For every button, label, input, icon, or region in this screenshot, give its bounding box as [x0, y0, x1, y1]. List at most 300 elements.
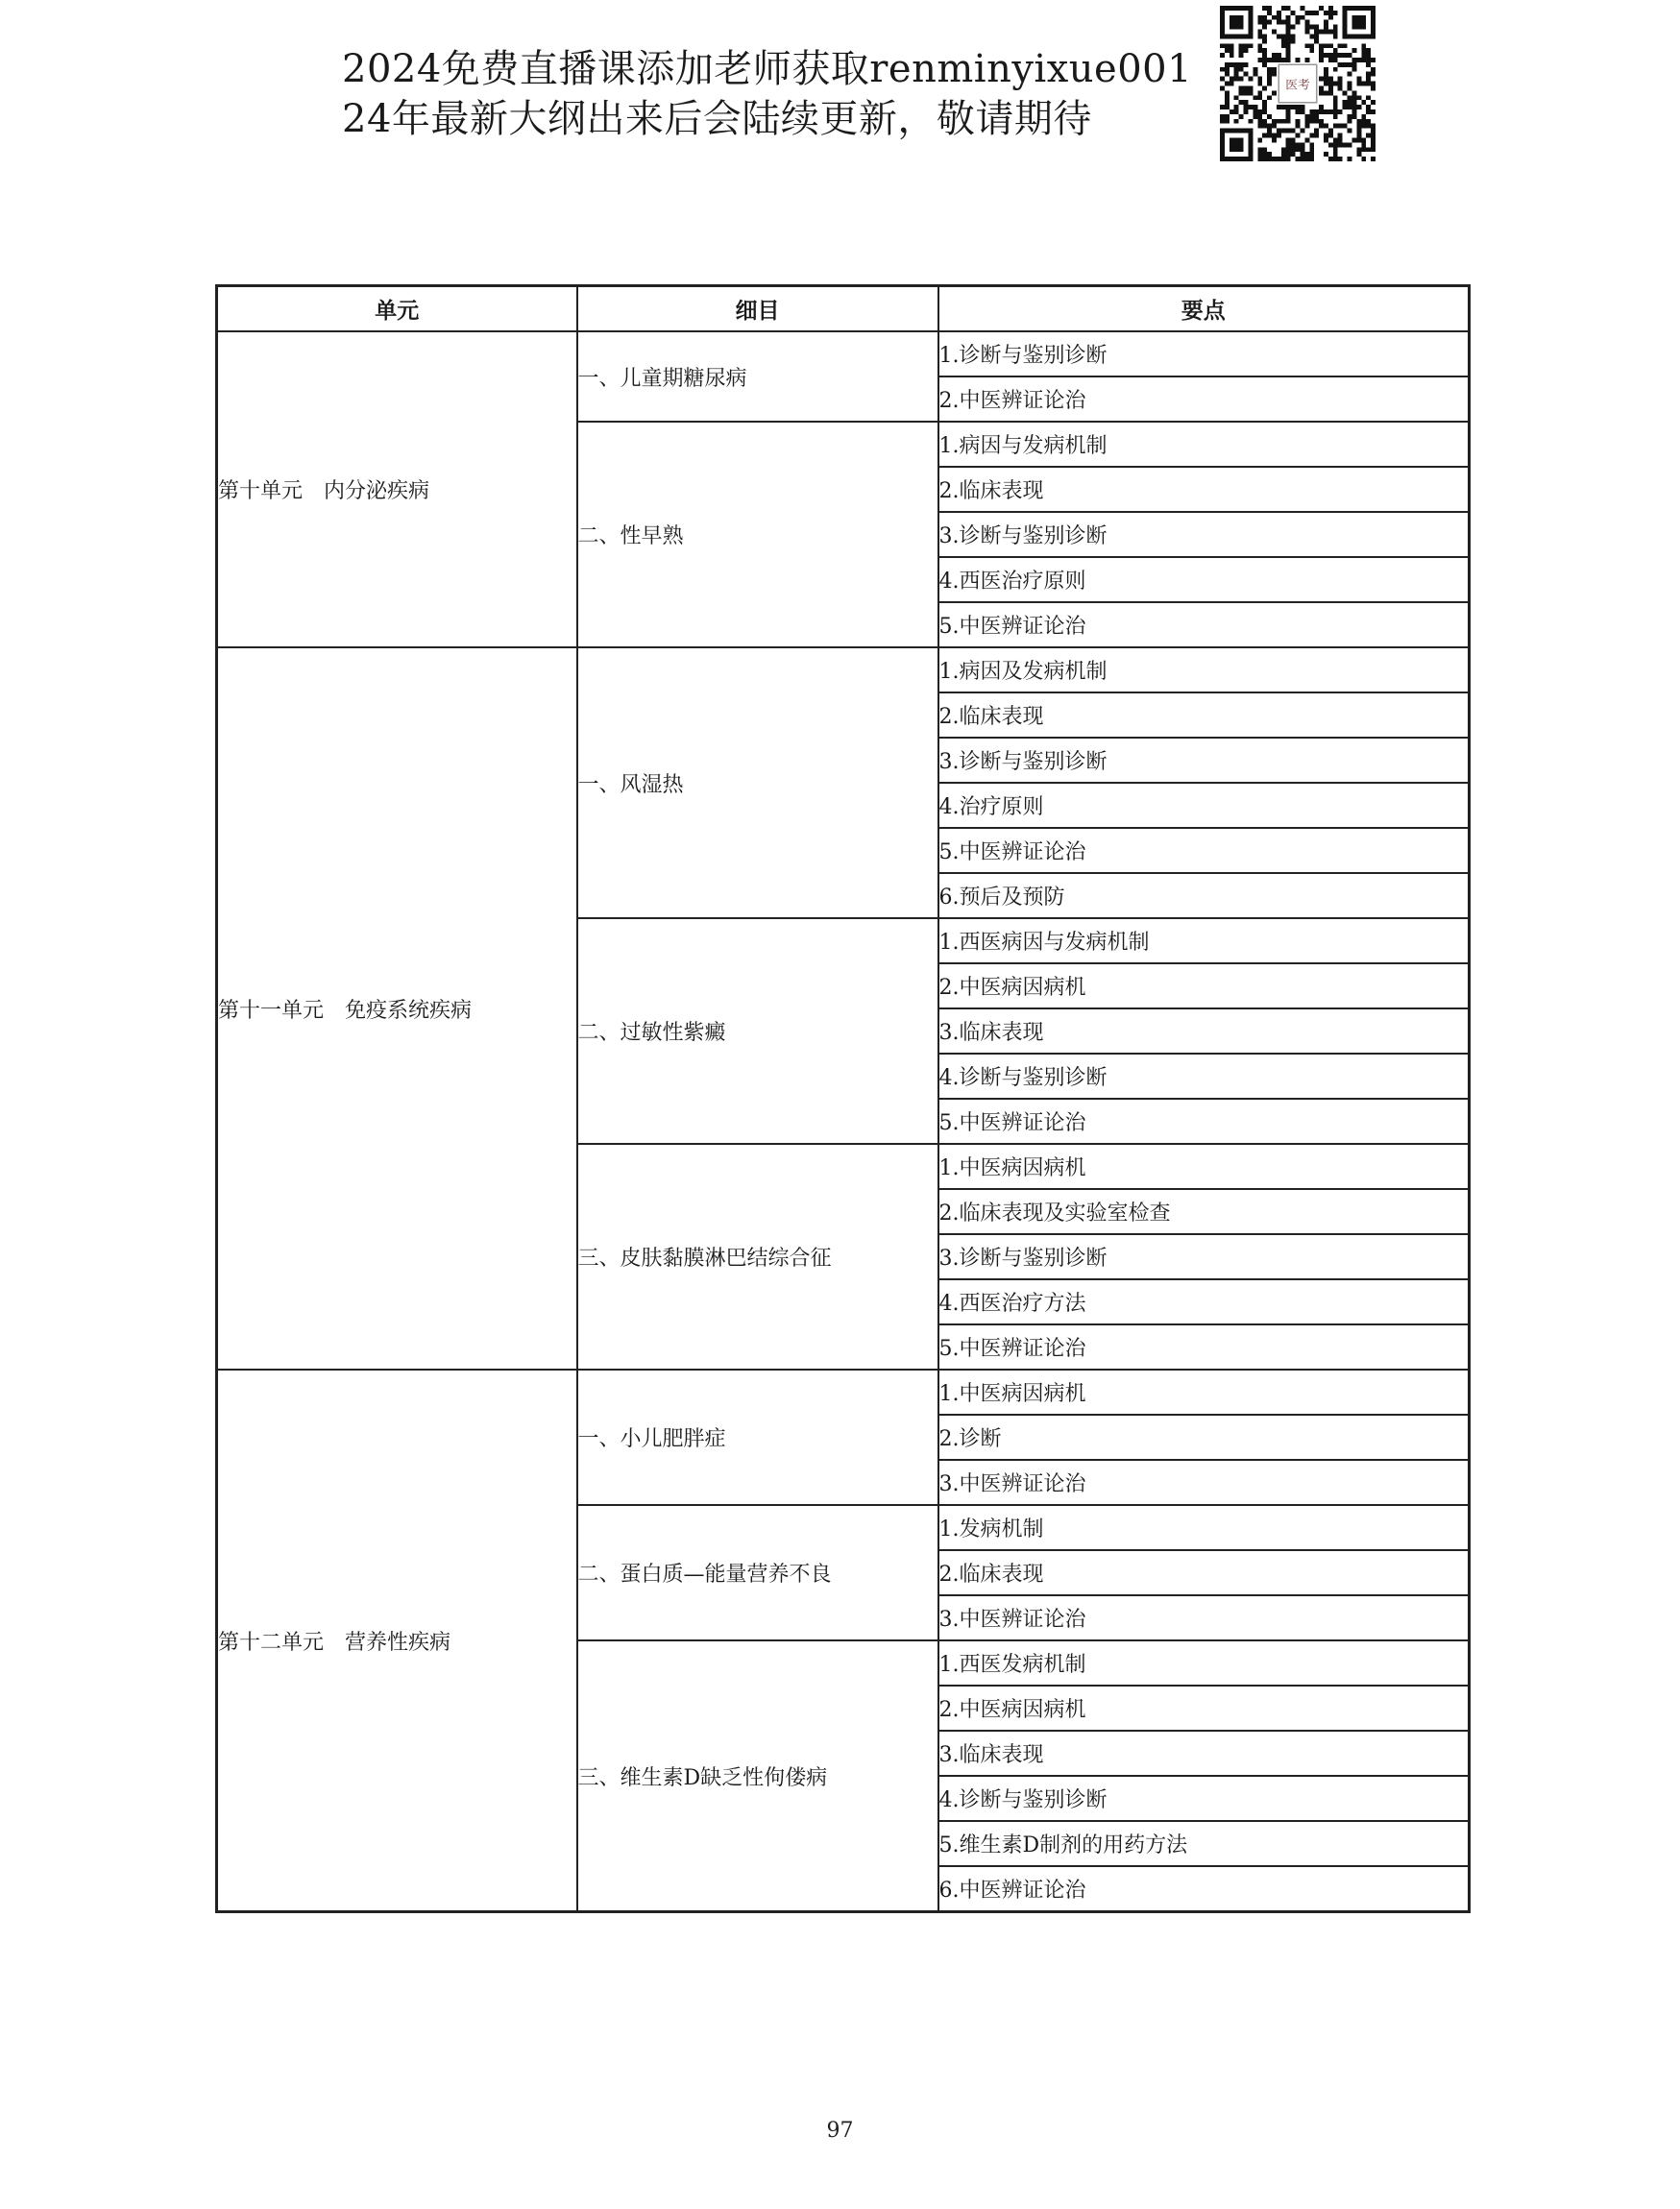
qr-module: [1257, 90, 1262, 95]
qr-module: [1267, 11, 1272, 15]
qr-module: [1300, 105, 1304, 109]
qr-module: [1328, 157, 1333, 161]
qr-module: [1244, 48, 1249, 53]
qr-module: [1371, 137, 1376, 142]
point-cell: 1.西医病因与发病机制: [938, 918, 1470, 963]
qr-module: [1234, 77, 1239, 82]
qr-module: [1356, 129, 1361, 134]
qr-module: [1257, 119, 1262, 124]
qr-module: [1333, 124, 1338, 129]
qr-module: [1225, 105, 1230, 109]
qr-module: [1348, 105, 1352, 109]
qr-module: [1324, 109, 1328, 114]
point-cell: 3.临床表现: [938, 1731, 1470, 1776]
qr-module: [1324, 11, 1328, 15]
qr-module: [1257, 109, 1262, 114]
qr-module: [1338, 142, 1343, 147]
qr-module: [1257, 34, 1262, 38]
qr-module: [1248, 77, 1253, 82]
qr-module: [1304, 114, 1309, 119]
qr-module: [1300, 6, 1304, 11]
qr-module: [1291, 11, 1296, 15]
qr-module: [1253, 95, 1257, 100]
qr-module: [1291, 34, 1296, 38]
qr-module: [1324, 124, 1328, 129]
qr-module: [1225, 100, 1230, 105]
qr-module: [1366, 53, 1371, 58]
qr-module: [1272, 72, 1277, 77]
qr-module: [1230, 109, 1234, 114]
point-cell: 1.中医病因病机: [938, 1144, 1470, 1189]
qr-module: [1328, 77, 1333, 82]
qr-module: [1361, 142, 1366, 147]
qr-module: [1262, 38, 1267, 43]
qr-module: [1304, 30, 1309, 35]
qr-module: [1361, 124, 1366, 129]
qr-module: [1361, 53, 1366, 58]
qr-module: [1262, 147, 1267, 152]
qr-module: [1361, 147, 1366, 152]
qr-module: [1309, 25, 1314, 30]
qr-module: [1281, 34, 1286, 38]
qr-module: [1371, 100, 1376, 105]
qr-module: [1314, 30, 1319, 35]
qr-module: [1225, 82, 1230, 86]
qr-module: [1286, 25, 1291, 30]
qr-module: [1319, 77, 1324, 82]
qr-module: [1371, 142, 1376, 147]
point-cell: 3.中医辨证论治: [938, 1460, 1470, 1505]
point-cell: 5.中医辨证论治: [938, 1099, 1470, 1144]
qr-module: [1314, 109, 1319, 114]
qr-module: [1333, 34, 1338, 38]
qr-module: [1371, 67, 1376, 72]
qr-module: [1296, 134, 1301, 138]
qr-module: [1371, 109, 1376, 114]
qr-module: [1309, 43, 1314, 48]
qr-module: [1300, 109, 1304, 114]
qr-module: [1277, 20, 1281, 25]
unit-cell: 第十一单元 免疫系统疾病: [217, 647, 577, 1370]
qr-module: [1343, 53, 1348, 58]
header-unit: 单元: [217, 286, 577, 332]
qr-module: [1262, 157, 1267, 161]
qr-module: [1366, 72, 1371, 77]
qr-module: [1343, 62, 1348, 67]
qr-module: [1267, 114, 1272, 119]
qr-module: [1267, 82, 1272, 86]
qr-module: [1328, 129, 1333, 134]
qr-module: [1296, 58, 1301, 62]
qr-module: [1277, 15, 1281, 20]
qr-module: [1324, 25, 1328, 30]
qr-module: [1291, 38, 1296, 43]
qr-module: [1351, 48, 1356, 53]
qr-module: [1257, 77, 1262, 82]
qr-module: [1314, 134, 1319, 138]
qr-module: [1343, 124, 1348, 129]
qr-module: [1267, 67, 1272, 72]
qr-module: [1244, 43, 1249, 48]
qr-module: [1262, 134, 1267, 138]
page-number: 97: [826, 2119, 854, 2143]
qr-module: [1296, 119, 1301, 124]
qr-module: [1338, 124, 1343, 129]
qr-module: [1333, 147, 1338, 152]
qr-module: [1262, 6, 1267, 11]
detail-cell: 一、风湿热: [577, 647, 938, 918]
qr-module: [1257, 152, 1262, 157]
qr-module: [1356, 152, 1361, 157]
qr-module: [1324, 43, 1328, 48]
qr-module: [1309, 48, 1314, 53]
qr-module: [1300, 152, 1304, 157]
point-cell: 5.中医辨证论治: [938, 828, 1470, 873]
qr-module: [1338, 77, 1343, 82]
qr-module: [1277, 58, 1281, 62]
qr-module: [1281, 129, 1286, 134]
qr-module: [1262, 105, 1267, 109]
header-point: 要点: [938, 286, 1470, 332]
qr-module: [1309, 34, 1314, 38]
qr-module: [1324, 77, 1328, 82]
qr-module: [1304, 152, 1309, 157]
qr-module: [1248, 90, 1253, 95]
point-cell: 4.治疗原则: [938, 783, 1470, 828]
qr-module: [1356, 124, 1361, 129]
qr-module: [1314, 114, 1319, 119]
qr-module: [1348, 142, 1352, 147]
promo-banner: [342, 44, 1206, 144]
qr-module: [1257, 43, 1262, 48]
qr-module: [1351, 90, 1356, 95]
qr-module: [1230, 53, 1234, 58]
qr-module: [1267, 20, 1272, 25]
qr-module: [1257, 124, 1262, 129]
qr-module: [1257, 114, 1262, 119]
qr-module: [1333, 67, 1338, 72]
qr-module: [1291, 137, 1296, 142]
qr-module: [1272, 134, 1277, 138]
qr-module: [1371, 157, 1376, 161]
qr-module: [1309, 147, 1314, 152]
qr-module: [1225, 90, 1230, 95]
qr-module: [1253, 114, 1257, 119]
qr-module: [1319, 105, 1324, 109]
point-cell: 5.中医辨证论治: [938, 602, 1470, 647]
qr-module: [1338, 134, 1343, 138]
qr-module: [1328, 43, 1333, 48]
qr-module: [1244, 85, 1249, 90]
qr-module: [1328, 15, 1333, 20]
qr-module: [1356, 105, 1361, 109]
qr-module: [1291, 25, 1296, 30]
qr-module: [1230, 77, 1234, 82]
qr-module: [1272, 137, 1277, 142]
qr-module: [1286, 157, 1291, 161]
qr-module: [1348, 95, 1352, 100]
qr-module: [1319, 30, 1324, 35]
qr-module: [1277, 53, 1281, 58]
point-cell: 6.预后及预防: [938, 873, 1470, 918]
qr-module: [1239, 62, 1244, 67]
qr-module: [1328, 85, 1333, 90]
qr-module: [1277, 157, 1281, 161]
qr-module: [1333, 105, 1338, 109]
qr-module: [1309, 142, 1314, 147]
qr-module: [1338, 137, 1343, 142]
table-row: [217, 1370, 1470, 1415]
table-row: [217, 331, 1470, 376]
qr-module: [1225, 62, 1230, 67]
point-cell: 1.中医病因病机: [938, 1370, 1470, 1415]
qr-module: [1300, 147, 1304, 152]
point-cell: 5.维生素D制剂的用药方法: [938, 1821, 1470, 1866]
qr-module: [1296, 124, 1301, 129]
qr-module: [1328, 11, 1333, 15]
qr-module: [1319, 43, 1324, 48]
syllabus-table: [215, 284, 1471, 1913]
qr-module: [1304, 58, 1309, 62]
qr-module: [1343, 43, 1348, 48]
qr-module: [1309, 134, 1314, 138]
qr-module: [1296, 147, 1301, 152]
qr-module: [1324, 72, 1328, 77]
qr-module: [1234, 109, 1239, 114]
qr-module: [1366, 95, 1371, 100]
qr-module: [1333, 109, 1338, 114]
qr-module: [1244, 72, 1249, 77]
qr-module: [1286, 114, 1291, 119]
qr-module: [1300, 15, 1304, 20]
qr-module: [1248, 119, 1253, 124]
qr-module: [1244, 100, 1249, 105]
qr-module: [1319, 85, 1324, 90]
qr-module: [1324, 53, 1328, 58]
qr-module: [1286, 147, 1291, 152]
qr-module: [1262, 20, 1267, 25]
qr-module: [1348, 157, 1352, 161]
qr-module: [1234, 95, 1239, 100]
qr-module: [1348, 129, 1352, 134]
qr-module: [1333, 137, 1338, 142]
qr-module: [1324, 137, 1328, 142]
qr-module: [1286, 15, 1291, 20]
qr-module: [1351, 95, 1356, 100]
qr-module: [1348, 85, 1352, 90]
qr-module: [1286, 58, 1291, 62]
qr-module: [1328, 134, 1333, 138]
qr-module: [1257, 95, 1262, 100]
qr-module: [1257, 82, 1262, 86]
unit-cell: 第十单元 内分泌疾病: [217, 331, 577, 647]
qr-module: [1267, 6, 1272, 11]
qr-module: [1328, 109, 1333, 114]
qr-module: [1324, 67, 1328, 72]
qr-module: [1351, 58, 1356, 62]
detail-cell: 一、小儿肥胖症: [577, 1370, 938, 1505]
qr-module: [1366, 147, 1371, 152]
qr-module: [1257, 157, 1262, 161]
qr-module: [1366, 62, 1371, 67]
qr-module: [1230, 43, 1234, 48]
qr-module: [1343, 142, 1348, 147]
qr-module: [1281, 58, 1286, 62]
qr-module: [1319, 124, 1324, 129]
qr-module: [1220, 85, 1225, 90]
qr-module: [1366, 105, 1371, 109]
qr-module: [1338, 85, 1343, 90]
qr-module: [1239, 100, 1244, 105]
promo-line-2: 24年最新大纲出来后会陆续更新，敬请期待: [342, 97, 1092, 141]
point-cell: 4.西医治疗方法: [938, 1279, 1470, 1324]
qr-module: [1286, 152, 1291, 157]
qr-module: [1248, 43, 1253, 48]
qr-module: [1296, 105, 1301, 109]
qr-module: [1248, 85, 1253, 90]
qr-module: [1220, 67, 1225, 72]
qr-module: [1324, 134, 1328, 138]
qr-module: [1286, 20, 1291, 25]
qr-module: [1371, 129, 1376, 134]
qr-module: [1253, 109, 1257, 114]
qr-module: [1328, 142, 1333, 147]
qr-module: [1356, 58, 1361, 62]
qr-module: [1314, 25, 1319, 30]
header-detail: 细目: [577, 286, 938, 332]
point-cell: 2.诊断: [938, 1415, 1470, 1460]
qr-module: [1225, 48, 1230, 53]
qr-module: [1366, 77, 1371, 82]
qr-module: [1286, 137, 1291, 142]
qr-module: [1281, 157, 1286, 161]
qr-module: [1351, 67, 1356, 72]
qr-module: [1300, 142, 1304, 147]
qr-module: [1286, 38, 1291, 43]
qr-module: [1244, 90, 1249, 95]
qr-module: [1361, 48, 1366, 53]
qr-module: [1351, 100, 1356, 105]
qr-module: [1267, 58, 1272, 62]
qr-module: [1351, 137, 1356, 142]
qr-module: [1262, 15, 1267, 20]
qr-module: [1257, 58, 1262, 62]
qr-module: [1324, 20, 1328, 25]
qr-module: [1348, 72, 1352, 77]
qr-module: [1319, 48, 1324, 53]
qr-module: [1319, 90, 1324, 95]
qr-module: [1351, 109, 1356, 114]
qr-module: [1348, 119, 1352, 124]
qr-module: [1361, 119, 1366, 124]
qr-module: [1356, 95, 1361, 100]
qr-module: [1314, 119, 1319, 124]
qr-module: [1361, 137, 1366, 142]
qr-module: [1361, 114, 1366, 119]
qr-module: [1328, 90, 1333, 95]
qr-module: [1291, 105, 1296, 109]
point-cell: 3.诊断与鉴别诊断: [938, 738, 1470, 783]
point-cell: 2.中医辨证论治: [938, 376, 1470, 422]
point-cell: 2.中医病因病机: [938, 1686, 1470, 1731]
qr-module: [1277, 105, 1281, 109]
qr-module: [1348, 114, 1352, 119]
qr-module: [1281, 20, 1286, 25]
qr-module: [1348, 100, 1352, 105]
point-cell: 1.病因与发病机制: [938, 422, 1470, 467]
qr-module: [1281, 43, 1286, 48]
qr-module: [1291, 152, 1296, 157]
qr-module: [1234, 105, 1239, 109]
qr-module: [1257, 15, 1262, 20]
qr-module: [1319, 6, 1324, 11]
qr-module: [1234, 72, 1239, 77]
qr-module: [1253, 67, 1257, 72]
qr-module: [1272, 124, 1277, 129]
qr-module: [1262, 58, 1267, 62]
qr-module: [1361, 157, 1366, 161]
qr-module: [1225, 43, 1230, 48]
qr-module: [1262, 53, 1267, 58]
qr-module: [1356, 77, 1361, 82]
qr-module: [1371, 82, 1376, 86]
qr-module: [1356, 119, 1361, 124]
qr-module: [1239, 48, 1244, 53]
qr-module: [1244, 105, 1249, 109]
detail-cell: 三、维生素D缺乏性佝偻病: [577, 1640, 938, 1912]
qr-module: [1244, 62, 1249, 67]
qr-module: [1272, 67, 1277, 72]
qr-module: [1272, 119, 1277, 124]
qr-module: [1234, 67, 1239, 72]
qr-module: [1291, 129, 1296, 134]
qr-module: [1338, 62, 1343, 67]
qr-module: [1351, 62, 1356, 67]
qr-module: [1309, 114, 1314, 119]
qr-module: [1262, 119, 1267, 124]
qr-module: [1281, 152, 1286, 157]
qr-module: [1314, 11, 1319, 15]
unit-cell: 第十二单元 营养性疾病: [217, 1370, 577, 1912]
qr-module: [1328, 82, 1333, 86]
qr-module: [1361, 82, 1366, 86]
qr-module: [1257, 48, 1262, 53]
qr-module: [1220, 77, 1225, 82]
qr-module: [1309, 11, 1314, 15]
qr-module: [1277, 134, 1281, 138]
qr-module: [1314, 34, 1319, 38]
qr-module: [1309, 152, 1314, 157]
qr-module: [1267, 95, 1272, 100]
qr-module: [1356, 147, 1361, 152]
qr-module: [1267, 152, 1272, 157]
qr-module: [1338, 53, 1343, 58]
qr-module: [1324, 152, 1328, 157]
qr-module: [1286, 129, 1291, 134]
qr-module: [1328, 30, 1333, 35]
point-cell: 2.临床表现及实验室检查: [938, 1189, 1470, 1234]
promo-line-1: 2024免费直播课添加老师获取renminyixue001: [342, 47, 1193, 91]
qr-module: [1304, 124, 1309, 129]
point-cell: 5.中医辨证论治: [938, 1324, 1470, 1370]
qr-module: [1343, 90, 1348, 95]
table-header-row: [217, 286, 1470, 332]
qr-module: [1304, 137, 1309, 142]
qr-module: [1262, 48, 1267, 53]
qr-module: [1366, 48, 1371, 53]
qr-module: [1281, 6, 1286, 11]
qr-module: [1338, 109, 1343, 114]
